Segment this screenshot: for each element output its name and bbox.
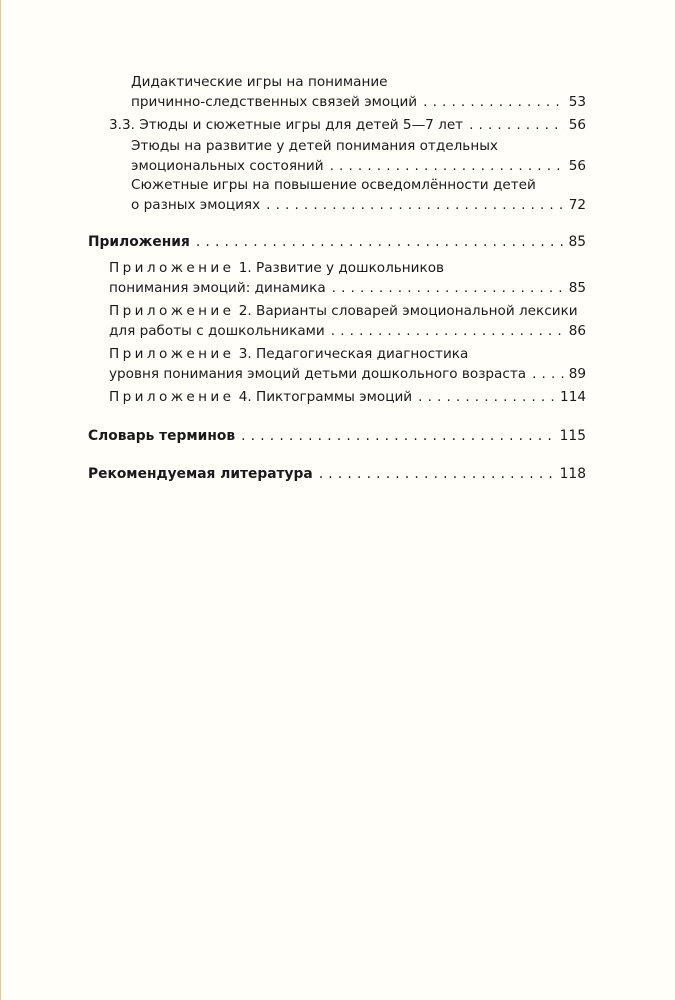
appendix-label: Приложение (109, 260, 235, 276)
toc-page-number: 115 (559, 428, 586, 444)
toc-entry-title: причинно-следственных связей эмоций (131, 93, 418, 110)
dot-leader (241, 427, 556, 447)
toc-entry-title: 2. Варианты словарей эмоциональной лексики (234, 303, 578, 319)
toc-page-number: 89 (568, 365, 586, 382)
toc-entry[interactable] (1, 233, 675, 253)
toc-section-title: Рекомендуемая литература (88, 466, 313, 482)
toc-entry-title: для работы с дошкольниками (109, 322, 325, 339)
toc-entry-title: 1. Развитие у дошкольников (234, 260, 445, 276)
toc-page-number: 85 (568, 234, 586, 250)
dot-leader (469, 116, 565, 136)
appendix-label: Приложение (109, 389, 235, 405)
toc-entry-title: о разных эмоциях (131, 196, 261, 213)
toc-section-title: Приложения (88, 234, 190, 250)
toc-entry[interactable] (1, 137, 675, 176)
dot-leader (319, 465, 556, 485)
toc-entry[interactable] (1, 388, 675, 408)
toc-page-number: 114 (560, 389, 586, 405)
toc-page-number: 56 (568, 157, 586, 174)
toc-entry[interactable] (1, 176, 675, 215)
toc-entry-title: 3. Педагогическая диагностика (234, 346, 469, 362)
toc-entry-title: уровня понимания эмоций детьми дошкольного возраста (109, 365, 527, 382)
appendix-label: Приложение (109, 346, 235, 362)
appendix-label: Приложение (109, 303, 235, 319)
toc-page-number: 53 (568, 93, 586, 110)
toc-entry-title: 3.3. Этюды и сюжетные игры для детей 5—7 лет (109, 117, 464, 133)
dot-leader (532, 365, 565, 385)
toc-entry[interactable] (1, 345, 675, 384)
toc-entry-title: понимания эмоций: динамика (109, 279, 326, 296)
toc-entry-title: эмоциональных состояний (131, 157, 324, 174)
dot-leader (418, 388, 556, 408)
toc-page-number: 56 (568, 117, 586, 133)
toc-section-title: Словарь терминов (88, 428, 236, 444)
dot-leader (331, 322, 565, 342)
toc-page-number: 86 (568, 322, 586, 339)
toc-entry-title: Дидактические игры на понимание (131, 74, 388, 90)
dot-leader (266, 196, 565, 216)
toc-entry[interactable] (1, 116, 675, 136)
toc-page-number: 85 (568, 279, 586, 296)
dot-leader (423, 93, 565, 113)
toc-entry[interactable] (1, 73, 675, 112)
toc-entry[interactable] (1, 465, 675, 485)
dot-leader (332, 279, 565, 299)
toc-page-number: 118 (559, 466, 586, 482)
toc-entry[interactable] (1, 427, 675, 447)
toc-entry[interactable] (1, 302, 675, 341)
dot-leader (330, 157, 565, 177)
toc-entry-title: 4. Пиктограммы эмоций (234, 389, 413, 405)
dot-leader (196, 233, 565, 253)
toc-entry-title: Сюжетные игры на повышение осведомлённости детей (131, 177, 536, 193)
toc-entry[interactable] (1, 259, 675, 298)
toc-page-number: 72 (568, 196, 586, 213)
toc-entry-title: Этюды на развитие у детей понимания отдельных (131, 138, 498, 154)
